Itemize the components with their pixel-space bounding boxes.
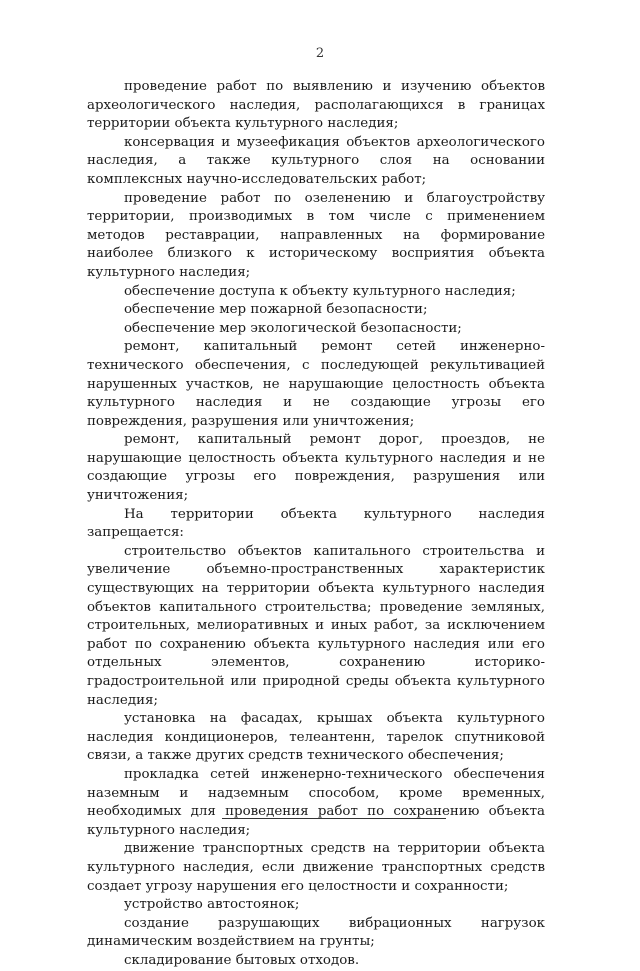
paragraph-archaeology-study: проведение работ по выявлению и изучению объектов археологического наследия, располагающихся в границах территории объекта культурного наследия; [87, 79, 545, 132]
paragraph-facade-equipment-ban: установка на фасадах, крышах объекта культурного наследия кондиционеров, телеантенн, тарелок спутниковой связи, а также других средств технического обеспечения; [87, 711, 545, 764]
paragraph-access: обеспечение доступа к объекту культурного наследия; [124, 283, 516, 299]
paragraph-conservation: консервация и музеефикация объектов археологического наследия, а также культурного слоя на основании комплексных научно-исследовательских работ; [87, 134, 545, 187]
paragraph-ecology: обеспечение мер экологической безопасности; [124, 320, 462, 336]
paragraph-prohibitions-heading: На территории объекта культурного наследия запрещается: [87, 506, 545, 541]
paragraph-road-repair: ремонт, капитальный ремонт дорог, проездов, не нарушающие целостность объекта культурного наследия и не создающие угрозы его повреждения, разрушения или уничтожения; [87, 432, 545, 504]
paragraph-parking-ban: устройство автостоянок; [124, 897, 300, 913]
paragraph-utility-laying-ban: прокладка сетей инженерно-технического обеспечения наземным и надземным способом, кроме временных, необходимых для проведения работ по сохранению объекта культурного наследия; [87, 766, 545, 838]
paragraph-construction-ban: строительство объектов капитального строительства и увеличение объемно-пространственных характеристик существующих на территории объекта культурного наследия объектов капитального строительства; проведение земляных, строительных, мелиоративных и иных работ, за исключением работ по сохранению объекта культурного наследия или его отдельных элементов, сохранению историко-градостроительной или природной среды объекта культурного наследия; [87, 543, 545, 708]
paragraph-traffic-ban: движение транспортных средств на территории объекта культурного наследия, если движение транспортных средств создает угрозу нарушения его целостности и сохранности; [87, 841, 545, 894]
paragraph-fire-safety: обеспечение мер пожарной безопасности; [124, 302, 428, 318]
paragraph-landscaping: проведение работ по озеленению и благоустройству территории, производимых в том числе с применением методов реставрации, направленных на формирование наиболее близкого к историческому восприятия объекта культурного наследия; [87, 190, 545, 280]
paragraph-vibration-ban: создание разрушающих вибрационных нагрузок динамическим воздействием на грунты; [87, 915, 545, 950]
paragraph-utility-repair: ремонт, капитальный ремонт сетей инженерно-технического обеспечения, с последующей рекультивацией нарушенных участков, не нарушающие целостность объекта культурного наследия и не создающие угрозы его повреждения, разрушения или уничтожения; [87, 339, 545, 429]
document-body [87, 78, 545, 971]
page-number: 2 [315, 46, 325, 61]
end-of-document-rule [222, 818, 446, 819]
paragraph-waste-ban: складирование бытовых отходов. [124, 952, 360, 968]
